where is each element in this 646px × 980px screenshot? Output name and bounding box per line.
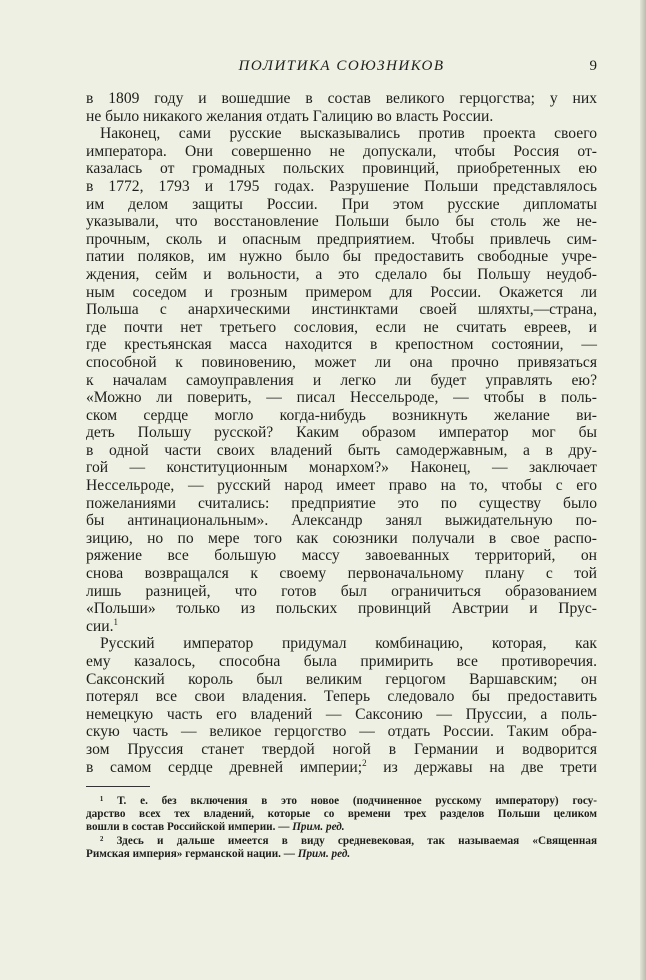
text-line — [86, 213, 597, 231]
line-text: Нессельроде, — русский народ имеет право на то, чтобы с его — [86, 477, 597, 495]
footnote-text: ² Здесь и дальше имеется в виду средневековая, так называемая «Священная — [100, 834, 597, 847]
footnote-rule — [86, 786, 150, 787]
line-text: немецкую часть его владений — Саксонию — Пруссии, а поль- — [86, 705, 597, 723]
line-text: патии поляков, им нужно было бы предоставить свободные учре- — [86, 248, 597, 266]
text-line — [86, 108, 597, 126]
text-line — [86, 723, 597, 741]
line-text: казалась от громадных польских провинций, приобретенных ею — [86, 160, 597, 178]
text-line — [86, 635, 597, 653]
text-line — [86, 389, 597, 407]
editor-note: Прим. ред. — [297, 847, 351, 860]
line-text: «Польши» только из польских провинций Австрии и Прус- — [86, 600, 597, 618]
text-line — [86, 407, 597, 425]
line-text: зом Пруссия станет твердой ногой в Германии и водворится — [86, 740, 597, 758]
text-line — [86, 547, 597, 565]
footnote-line — [86, 808, 597, 821]
text-line — [86, 565, 597, 583]
line-text: «Можно ли поверить, — писал Нессельроде, — чтобы в поль- — [86, 389, 597, 407]
text-line — [86, 512, 597, 530]
text-line — [86, 459, 597, 477]
line-text: им делом защиты России. При этом русские дипломаты — [86, 195, 597, 213]
line-text: гой — конституционным монархом?» Наконец, — заключает — [86, 459, 597, 477]
line-text: императора. Они совершенно не допускали, чтобы Россия от- — [86, 142, 597, 160]
footnote-line — [86, 795, 597, 808]
text-line — [86, 653, 597, 671]
text-line — [86, 424, 597, 442]
text-line — [86, 301, 597, 319]
line-text: в 1772, 1793 и 1795 годах. Разрушение Польши представлялось — [86, 177, 597, 195]
line-text: зицию, но по мере того как союзники получали в свое распо- — [86, 529, 597, 547]
footnote-line — [86, 835, 597, 848]
footnote-text: вошли в состав Российской империи. — — [86, 821, 293, 834]
text-line — [86, 583, 597, 601]
page-edge-shadow — [640, 0, 646, 980]
text-line — [86, 90, 597, 108]
line-text: снова возвращался к своему первоначальному плану с той — [86, 565, 597, 583]
line-text: в одной части своих владений быть самодержавным, а в дру- — [86, 441, 597, 459]
line-text: Саксонский король был великим герцогом Варшавским; он — [86, 670, 597, 688]
line-text: пожеланиями считались: предприятие это по существу было — [86, 494, 597, 512]
line-text: Русский император придумал комбинацию, которая, как — [100, 635, 597, 653]
text-line — [86, 160, 597, 178]
line-text: прочным, сколь и опасным предприятием. Чтобы привлечь сим- — [86, 230, 597, 248]
text-line — [86, 442, 597, 460]
text-line — [86, 706, 597, 724]
line-text: Польша с анархическими инстинктами своей шляхты,—страна, — [86, 301, 597, 319]
line-text: где почти нет третьего сословия, если не считать евреев, и — [86, 318, 597, 336]
line-text: ным соседом и грозным примером для России. Окажется ли — [86, 283, 597, 301]
line-text: ском сердце могло когда-нибудь возникнуть желание ви- — [86, 406, 597, 424]
line-text: где крестьянская масса находится в крепостном состоянии, — — [86, 336, 597, 354]
line-text: лишь разницей, что готов был ограничиться образованием — [86, 582, 597, 600]
line-text: сии. — [86, 617, 114, 635]
text-line — [86, 196, 597, 214]
footnote-line — [86, 848, 597, 861]
line-text: к началам самоуправления и легко ли будет управлять ею? — [86, 371, 597, 389]
footnotes — [86, 795, 597, 861]
line-text: бы антинациональным». Александр занял выжидательную по- — [86, 512, 597, 530]
text-line — [86, 354, 597, 372]
footnote-text: дарство всех тех владений, которые со времени трех разделов Польши целиком — [86, 808, 597, 821]
text-line — [86, 178, 597, 196]
text-line — [86, 741, 597, 759]
text-line — [86, 618, 597, 636]
line-text: потерял все свои владения. Теперь следовало бы предоставить — [86, 688, 597, 706]
text-line — [86, 248, 597, 266]
text-line — [86, 125, 597, 143]
running-title: ПОЛИТИКА СОЮЗНИКОВ — [238, 58, 445, 74]
page-number: 9 — [589, 58, 597, 74]
text-line — [86, 600, 597, 618]
footnote-ref: 1 — [113, 616, 119, 627]
text-line — [86, 671, 597, 689]
line-text: ждения, сейм и вольности, а это сделало бы Польшу неудоб- — [86, 265, 597, 283]
text-line — [86, 143, 597, 161]
text-line — [86, 336, 597, 354]
footnote-text: ¹ Т. е. без включения в это новое (подчиненное русскому императору) госу- — [100, 795, 597, 807]
text-line — [86, 372, 597, 390]
line-text-cont: из державы на две трети — [366, 758, 597, 776]
text-line — [86, 759, 597, 777]
line-text: способной к повиновению, может ли она прочно привязаться — [86, 353, 597, 371]
text-line — [86, 266, 597, 284]
line-text: в самом сердце древней империи; — [86, 758, 363, 776]
page-header — [86, 58, 597, 78]
line-text: не было никакого желания отдать Галицию во власть России. — [86, 107, 494, 125]
text-line — [86, 284, 597, 302]
text-line — [86, 477, 597, 495]
text-line — [86, 530, 597, 548]
text-line — [86, 688, 597, 706]
text-line — [86, 231, 597, 249]
line-text: ряжение все большую массу завоеванных территорий, он — [86, 547, 597, 565]
footnote-ref: 2 — [362, 757, 367, 768]
line-text: ему казалось, способна была примирить все противоречия. — [86, 653, 597, 670]
text-line — [86, 495, 597, 513]
body-text — [86, 90, 597, 776]
line-text: деть Польшу русской? Каким образом император мог бы — [86, 424, 597, 442]
line-text: в 1809 году и вошедшие в состав великого герцогства; у них — [86, 90, 597, 107]
text-line — [86, 319, 597, 337]
editor-note: Прим. ред. — [292, 821, 345, 834]
line-text: Наконец, сами русские высказывались против проекта своего — [100, 125, 597, 143]
footnote-text: Римская империя» германской нации. — — [86, 847, 298, 860]
line-text: указывали, что восстановление Польши было бы столь же не- — [86, 213, 597, 231]
line-text: скую часть — великое герцогство — отдать России. Таким обра- — [86, 723, 597, 741]
footnote-line — [86, 821, 597, 834]
